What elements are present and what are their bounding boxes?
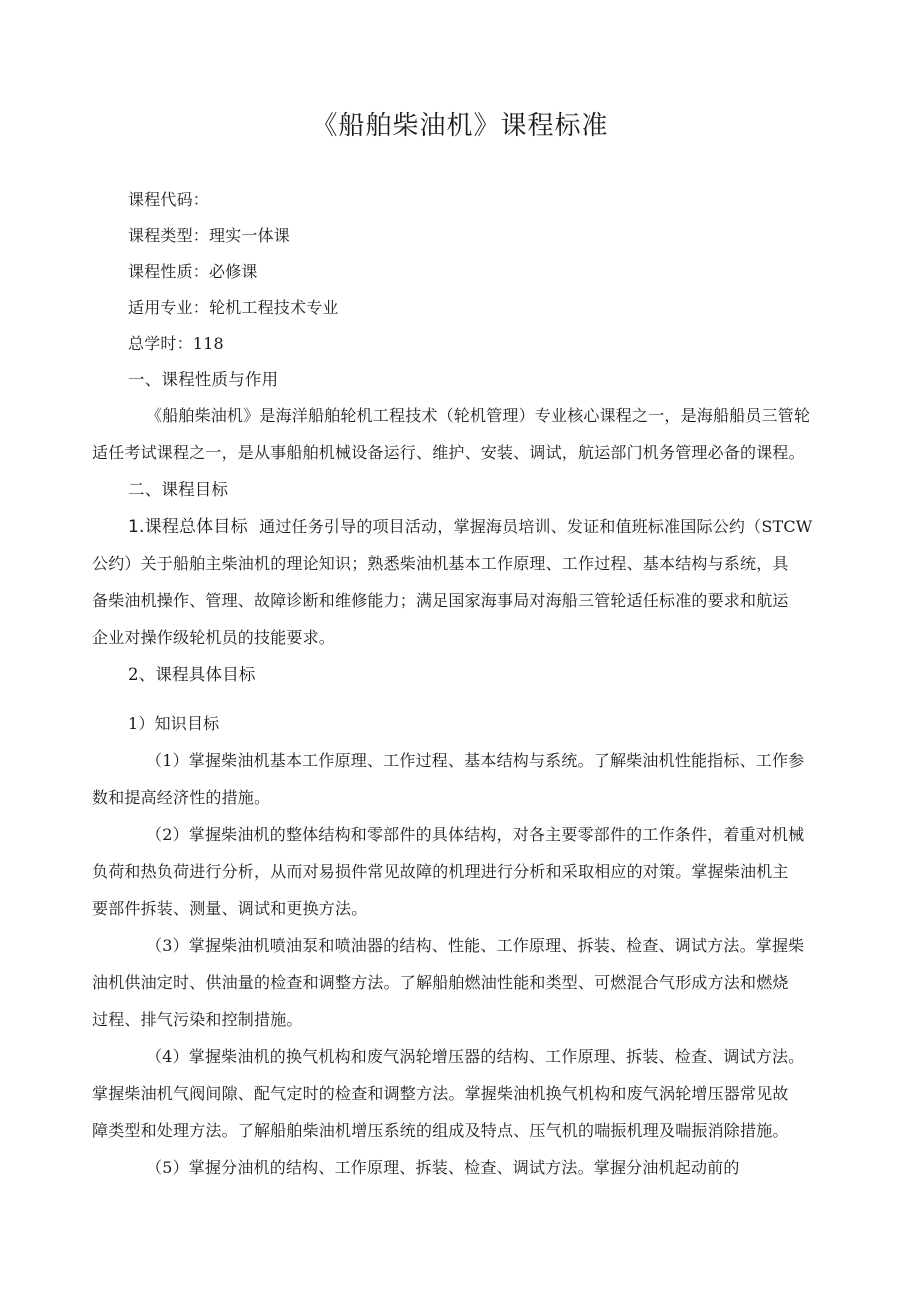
goal1-line: 备柴油机操作、管理、故障诊断和维修能力；满足国家海事局对海船三管轮适任标准的要求和航运 bbox=[92, 591, 789, 610]
item-line: （3）掌握柴油机喷油泵和喷油器的结构、性能、工作原理、拆装、检查、调试方法。掌握柴 bbox=[146, 936, 805, 955]
goal1-line: 企业对操作级轮机员的技能要求。 bbox=[92, 628, 336, 647]
section2-heading: 二、课程目标 bbox=[128, 480, 229, 499]
item-line: （5）掌握分油机的结构、工作原理、拆装、检查、调试方法。掌握分油机起动前的 bbox=[146, 1158, 740, 1177]
item-line: 油机供油定时、供油量的检查和调整方法。了解船舶燃油性能和类型、可燃混合气形成方法和燃烧 bbox=[92, 973, 789, 992]
knowledge-heading: 1）知识目标 bbox=[128, 714, 220, 733]
item-line: 掌握柴油机气阀间隙、配气定时的检查和调整方法。掌握柴油机换气机构和废气涡轮增压器常见故 bbox=[92, 1084, 789, 1103]
section1-paragraph-line: 适任考试课程之一，是从事船舶机械设备运行、维护、安装、调试，航运部门机务管理必备的课程。 bbox=[92, 443, 805, 462]
item-line: （4）掌握柴油机的换气机构和废气涡轮增压器的结构、工作原理、拆装、检查、调试方法。 bbox=[146, 1047, 805, 1066]
goal1-label: 1.课程总体目标 bbox=[128, 517, 248, 537]
item-line: 数和提高经济性的措施。 bbox=[92, 788, 271, 807]
goal1-line: 公约）关于船舶主柴油机的理论知识；熟悉柴油机基本工作原理、工作过程、基本结构与系统，具 bbox=[92, 554, 789, 573]
item-line: 要部件拆装、测量、调试和更换方法。 bbox=[92, 899, 368, 918]
goal1-text: 通过任务引导的项目活动，掌握海员培训、发证和值班标准国际公约（STCW bbox=[259, 517, 813, 536]
item-line: 过程、排气污染和控制措施。 bbox=[92, 1010, 303, 1029]
meta-major: 适用专业：轮机工程技术专业 bbox=[128, 298, 339, 317]
section1-paragraph-line: 《船舶柴油机》是海洋船舶轮机工程技术（轮机管理）专业核心课程之一，是海船船员三管轮 bbox=[146, 406, 811, 425]
section1-heading: 一、课程性质与作用 bbox=[128, 370, 279, 389]
item-line: 障类型和处理方法。了解船舶柴油机增压系统的组成及特点、压气机的喘振机理及喘振消除措施。 bbox=[92, 1121, 789, 1140]
document-title: 《船舶柴油机》课程标准 bbox=[311, 111, 609, 141]
goal2-heading: 2、课程具体目标 bbox=[128, 665, 256, 684]
goal1-first-line bbox=[128, 516, 812, 538]
meta-course-nature: 课程性质：必修课 bbox=[128, 262, 258, 281]
item-line: 负荷和热负荷进行分析，从而对易损件常见故障的机理进行分析和采取相应的对策。掌握柴油机主 bbox=[92, 862, 789, 881]
meta-total-hours: 总学时：118 bbox=[128, 334, 224, 353]
meta-course-type: 课程类型：理实一体课 bbox=[128, 226, 291, 245]
meta-course-code: 课程代码： bbox=[128, 190, 210, 209]
item-line: （1）掌握柴油机基本工作原理、工作过程、基本结构与系统。了解柴油机性能指标、工作参 bbox=[146, 751, 805, 770]
item-line: （2）掌握柴油机的整体结构和零部件的具体结构，对各主要零部件的工作条件，着重对机械 bbox=[146, 825, 805, 844]
